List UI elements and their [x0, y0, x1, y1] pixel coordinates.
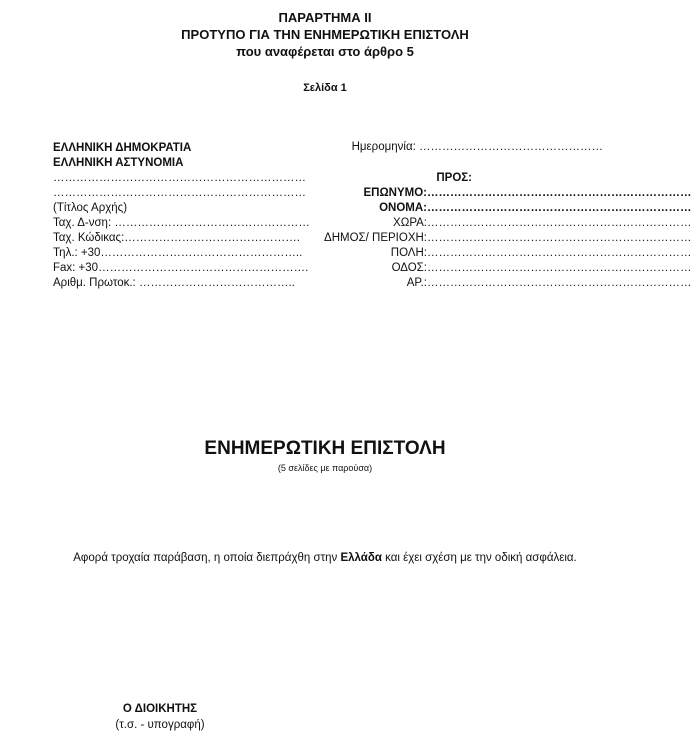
municipality-dots: …………………………………………………………… — [427, 232, 692, 244]
pages-note: (5 σελίδες με παρούσα) — [277, 463, 373, 473]
document-subtitle: που αναφέρεται στο άρθρο 5 — [236, 44, 414, 59]
subject-text-after: και έχει σχέση με την οδική ασφάλεια. — [381, 552, 577, 564]
street-dots: …………………………………………………………… — [427, 262, 692, 274]
signature-note: (τ.σ. - υπογραφή) — [115, 719, 205, 731]
date-field: Ημερομηνία: ………………………………………… — [351, 141, 603, 153]
sender-blank-line-2: ………………………………………………………… — [53, 187, 306, 199]
sender-fax: Fax: +30………………………………………………. — [53, 262, 309, 274]
number-label: ΑΡ.: — [406, 277, 427, 289]
sender-police: ΕΛΛΗΝΙΚΗ ΑΣΤΥΝΟΜΙΑ — [53, 157, 184, 169]
country-label: ΧΩΡΑ: — [393, 217, 427, 229]
number-dots: …………………………………………………………… — [427, 277, 692, 289]
subject-line — [0, 552, 650, 564]
commander-label: Ο ΔΙΟΙΚΗΤΗΣ — [122, 703, 198, 715]
city-dots: …………………………………………………………… — [427, 247, 692, 259]
surname-label: ΕΠΩΝΥΜΟ: — [363, 187, 427, 199]
sender-address: Ταχ. Δ-νση: …………………………………………… — [53, 217, 310, 229]
letter-title: ΕΝΗΜΕΡΩΤΙΚΗ ΕΠΙΣΤΟΛΗ — [204, 438, 446, 459]
surname-dots: …………………………………………………………… — [427, 187, 692, 199]
name-dots: …………………………………………………………… — [427, 202, 692, 214]
recipient-to-label: ΠΡΟΣ: — [436, 172, 472, 184]
page-number: Σελίδα 1 — [303, 82, 347, 94]
name-label: ΟΝΟΜΑ: — [379, 202, 427, 214]
sender-block — [53, 141, 310, 291]
sender-blank-line-1: ………………………………………………………… — [53, 172, 306, 184]
street-label: ΟΔΟΣ: — [391, 262, 427, 274]
sender-protocol-number: Αριθμ. Πρωτοκ.: ………………………………….. — [53, 277, 295, 289]
country-dots: …………………………………………………………… — [427, 217, 692, 229]
sender-authority-title: (Τίτλος Αρχής) — [53, 202, 128, 214]
annex-heading: ΠΑΡΑΡΤΗΜΑ ΙΙ — [278, 10, 372, 25]
municipality-label: ΔΗΜΟΣ/ ΠΕΡΙΟΧΗ: — [324, 232, 427, 244]
sender-republic: ΕΛΛΗΝΙΚΗ ΔΗΜΟΚΡΑΤΙΑ — [53, 142, 192, 154]
subject-country: Ελλάδα — [340, 552, 382, 564]
city-label: ΠΟΛΗ: — [390, 247, 427, 259]
sender-phone: Τηλ.: +30…………………………………………….. — [53, 247, 303, 259]
document-title: ΠΡΟΤΥΠΟ ΓΙΑ ΤΗΝ ΕΝΗΜΕΡΩΤΙΚΗ ΕΠΙΣΤΟΛΗ — [181, 27, 469, 42]
subject-text-before: Αφορά τροχαία παράβαση, η οποία διεπράχθη στην — [73, 552, 341, 564]
sender-postal-code: Ταχ. Κώδικας:………………………………………. — [53, 232, 300, 244]
